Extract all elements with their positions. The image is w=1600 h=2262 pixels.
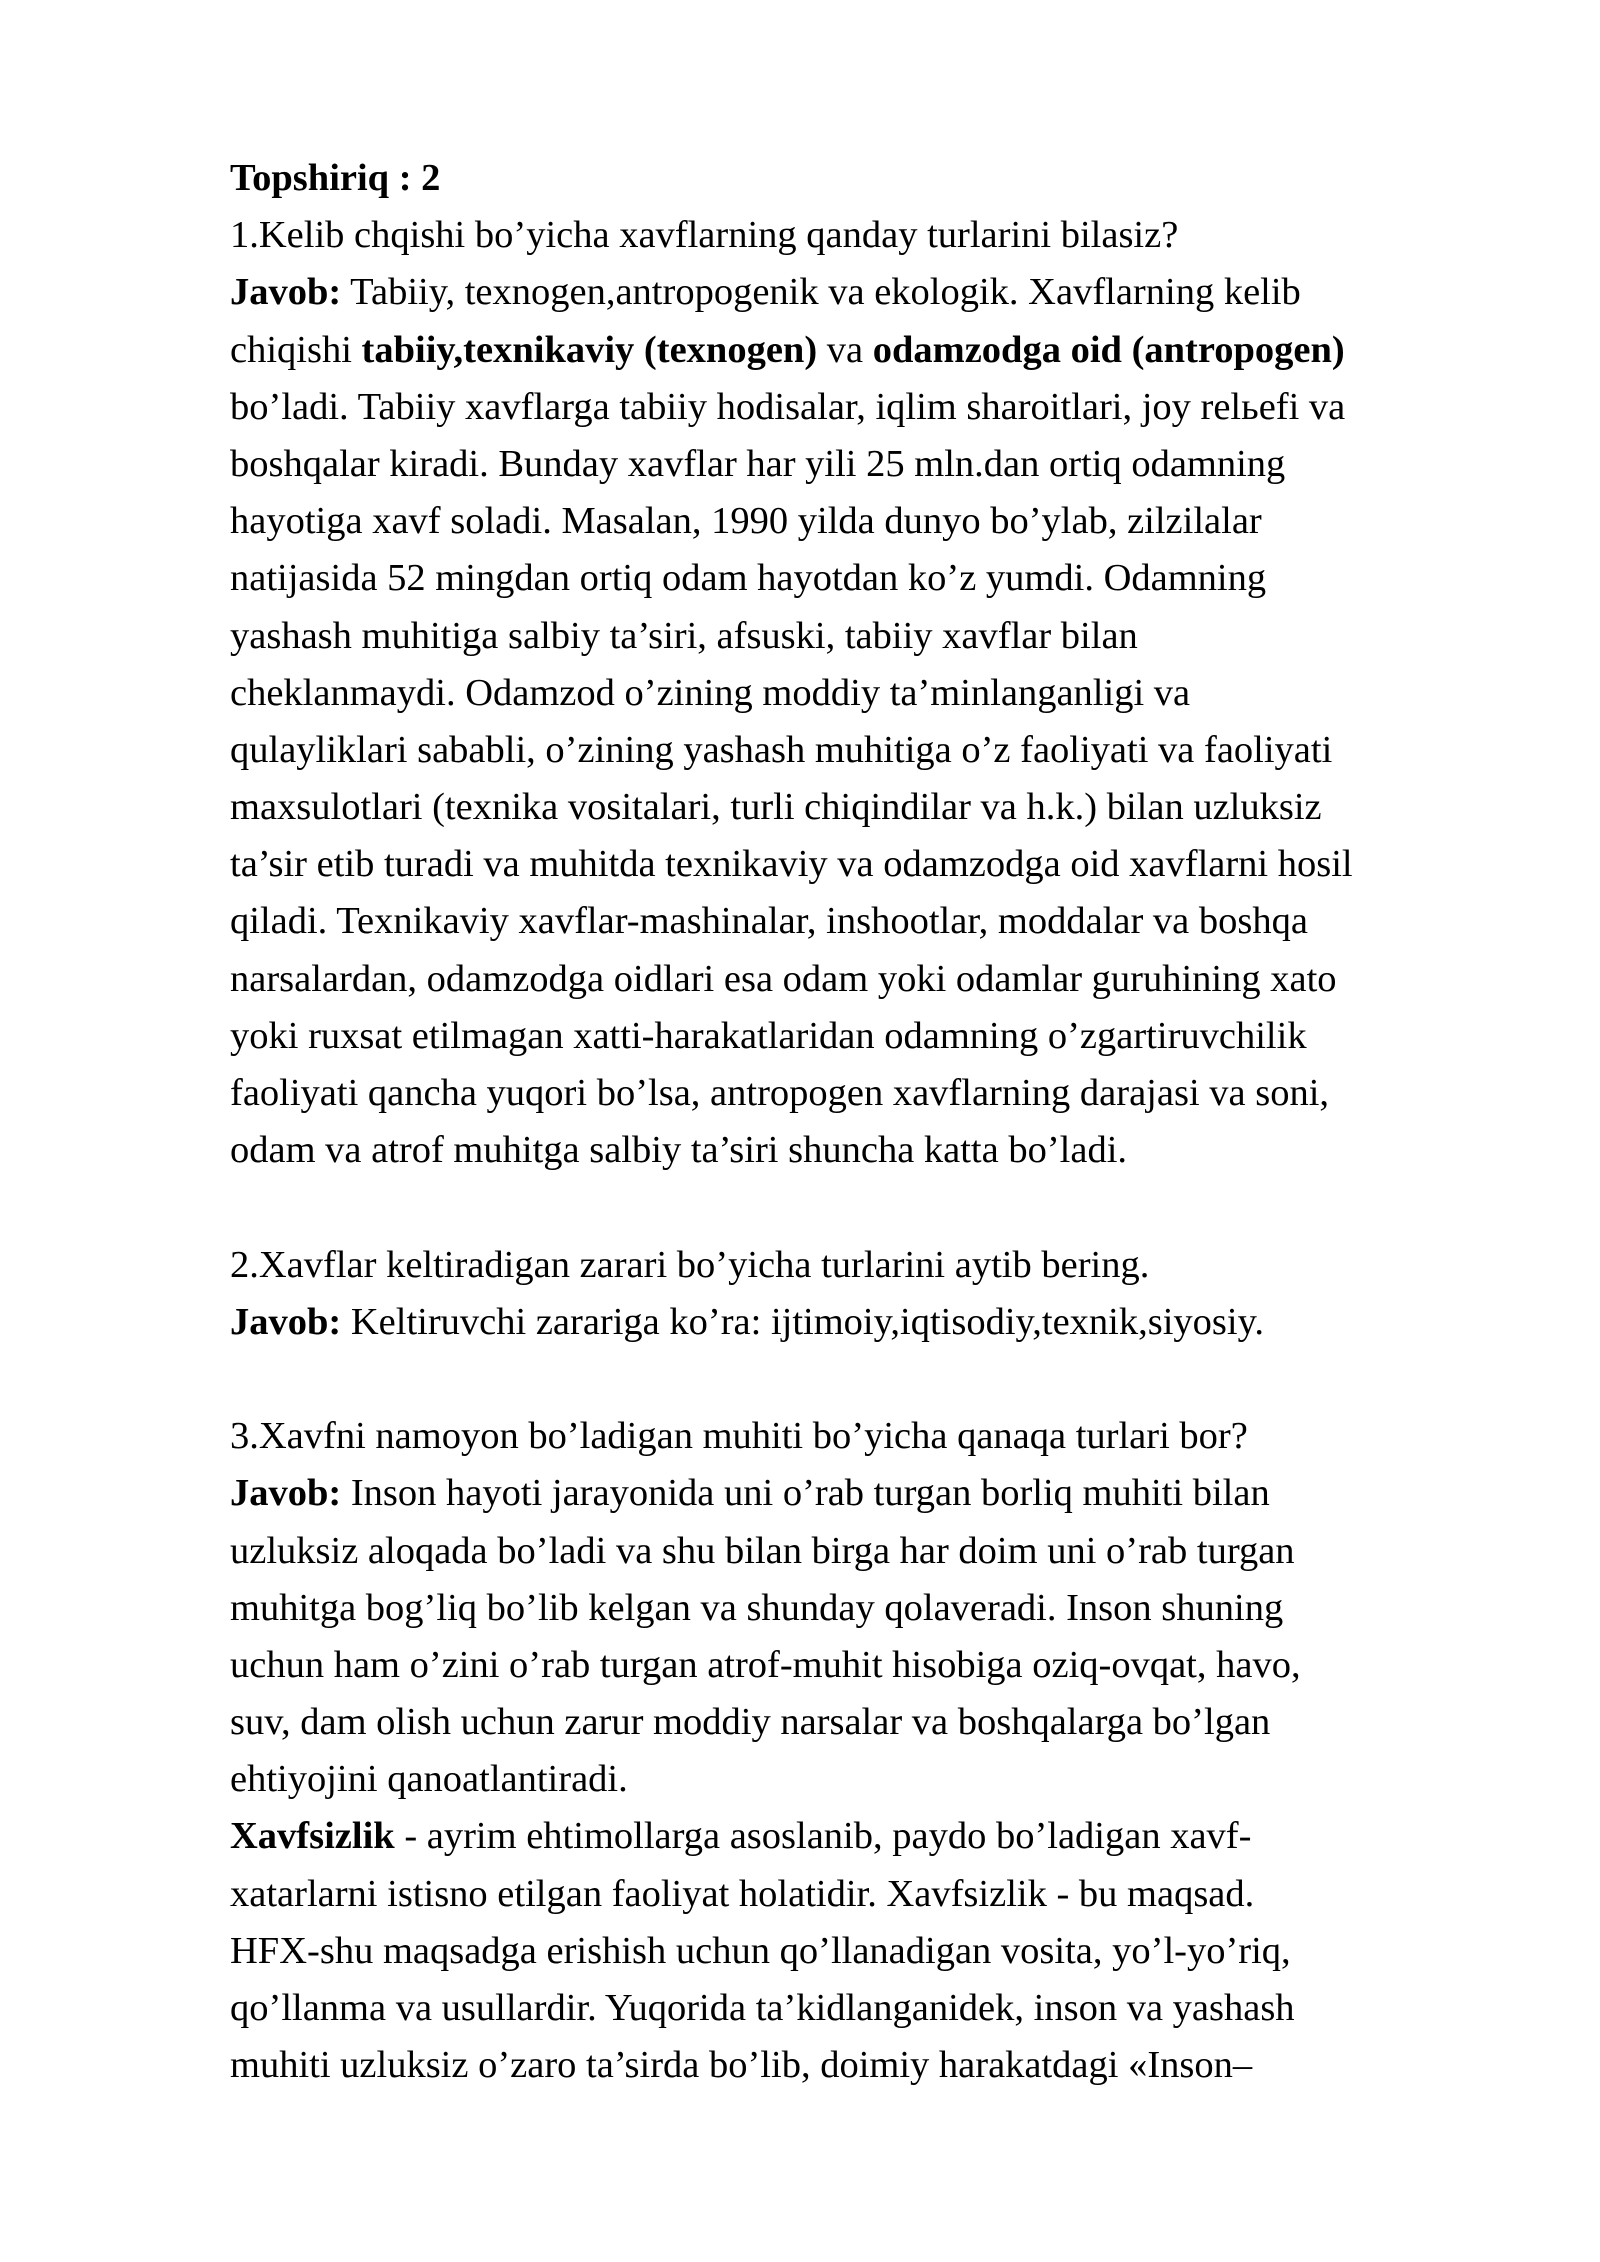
answer-3-line	[230, 1808, 1530, 1865]
answer-1-line: natijasida 52 mingdan ortiq odam hayotdan ko’z yumdi. Odamning	[230, 557, 1267, 600]
answer-1-line	[230, 322, 1530, 379]
paragraph-gap	[230, 1351, 1530, 1408]
paragraph-gap	[230, 1179, 1530, 1236]
answer-1-line: hayotiga xavf soladi. Masalan, 1990 yilda dunyo bo’ylab, zilzilalar	[230, 500, 1262, 543]
answer-label: Javob:	[230, 1300, 342, 1343]
answer-text: - ayrim ehtimollarga asoslanib, paydo bo’ladigan xavf-	[394, 1815, 1252, 1858]
bold-term: tabiiy,texnikaviy (texnogen)	[361, 328, 818, 371]
question-3: 3.Xavfni namoyon bo’ladigan muhiti bo’yicha qanaqa turlari bor?	[230, 1415, 1248, 1458]
answer-1-line: qulayliklari sababli, o’zining yashash muhitiga o’z faoliyati va faoliyati	[230, 728, 1333, 771]
answer-3-line: qo’llanma va usullardir. Yuqorida ta’kidlanganidek, inson va yashash	[230, 1987, 1295, 2029]
answer-2-line	[230, 1294, 1530, 1351]
answer-1-line: faoliyati qancha yuqori bo’lsa, antropogen xavflarning darajasi va soni,	[230, 1072, 1330, 1114]
answer-3-line	[230, 1465, 1530, 1522]
document-page	[230, 150, 1530, 2094]
bold-term: odamzodga oid (antropogen)	[872, 328, 1345, 371]
question-1: 1.Kelib chqishi bo’yicha xavflarning qanday turlarini bilasiz?	[230, 214, 1179, 257]
answer-text: Keltiruvchi zarariga ko’ra: ijtimoiy,iqtisodiy,texnik,siyosiy.	[341, 1300, 1264, 1343]
answer-1-line: qiladi. Texnikaviy xavflar-mashinalar, inshootlar, moddalar va boshqa	[230, 900, 1308, 943]
answer-text: chiqishi	[230, 328, 362, 371]
answer-1-line: bo’ladi. Tabiiy xavflarga tabiiy hodisalar, iqlim sharoitlari, joy relьefi va	[230, 385, 1346, 428]
answer-3-line: uzluksiz aloqada bo’ladi va shu bilan birga har doim uni o’rab turgan	[230, 1529, 1295, 1572]
answer-3-line: HFX-shu maqsadga erishish uchun qo’llanadigan vosita, yo’l-yo’riq,	[230, 1929, 1291, 1972]
answer-text: Tabiiy, texnogen,antropogenik va ekologik. Xavflarning kelib	[341, 271, 1301, 314]
answer-1-line: odam va atrof muhitga salbiy ta’siri shuncha katta bo’ladi.	[230, 1129, 1128, 1172]
answer-3-line: muhiti uzluksiz o’zaro ta’sirda bo’lib, doimiy harakatdagi «Inson–	[230, 2044, 1253, 2087]
answer-3-line: muhitga bog’liq bo’lib kelgan va shunday qolaveradi. Inson shuning	[230, 1586, 1284, 1629]
answer-3-line: ehtiyojini qanoatlantiradi.	[230, 1758, 628, 1801]
answer-1-line	[230, 264, 1530, 321]
question-2: 2.Xavflar keltiradigan zarari bo’yicha turlarini aytib bering.	[230, 1243, 1150, 1286]
answer-1-line: yashash muhitiga salbiy ta’siri, afsuski, tabiiy xavflar bilan	[230, 614, 1138, 657]
answer-1-line: boshqalar kiradi. Bunday xavflar har yili 25 mln.dan ortiq odamning	[230, 442, 1286, 485]
answer-label: Javob:	[230, 1472, 342, 1515]
answer-1-line: yoki ruxsat etilmagan xatti-harakatlaridan odamning o’zgartiruvchilik	[230, 1014, 1307, 1057]
answer-3-line: xatarlarni istisno etilgan faoliyat holatidir. Xavfsizlik - bu maqsad.	[230, 1872, 1255, 1915]
answer-1-line: narsalardan, odamzodga oidlari esa odam yoki odamlar guruhining xato	[230, 957, 1337, 1000]
answer-1-line: maxsulotlari (texnika vositalari, turli chiqindilar va h.k.) bilan uzluksiz	[230, 786, 1322, 829]
answer-3-line: uchun ham o’zini o’rab turgan atrof-muhit hisobiga oziq-ovqat, havo,	[230, 1643, 1301, 1686]
answer-text: va	[817, 328, 873, 371]
document-title: Topshiriq : 2	[230, 157, 441, 199]
answer-text: Inson hayoti jarayonida uni o’rab turgan borliq muhiti bilan	[341, 1472, 1270, 1515]
answer-3-line: suv, dam olish uchun zarur moddiy narsalar va boshqalarga bo’lgan	[230, 1701, 1271, 1744]
answer-label: Javob:	[230, 271, 342, 314]
answer-1-line: ta’sir etib turadi va muhitda texnikaviy va odamzodga oid xavflarni hosil	[230, 843, 1353, 886]
answer-1-line: cheklanmaydi. Odamzod o’zining moddiy ta’minlanganligi va	[230, 671, 1191, 714]
bold-term: Xavfsizlik	[230, 1815, 395, 1858]
